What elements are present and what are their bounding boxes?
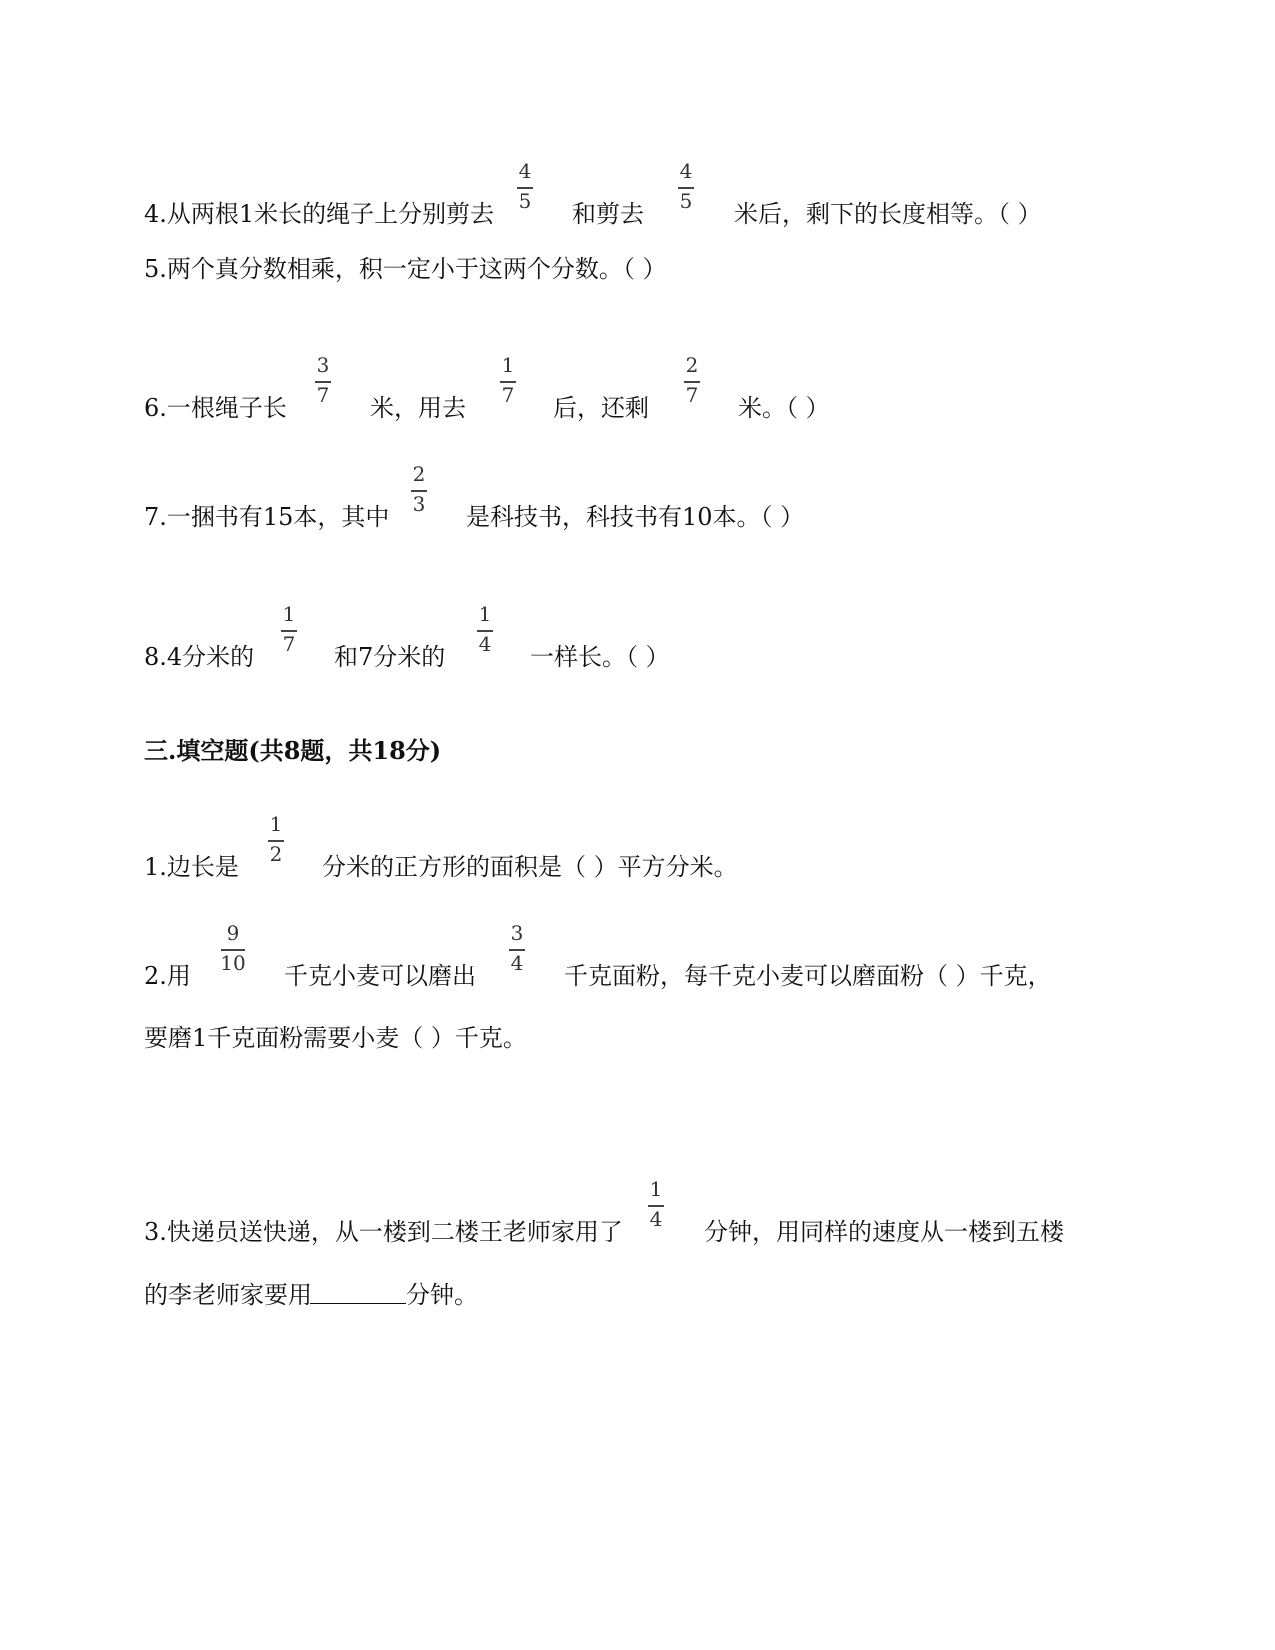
fraction — [626, 1178, 686, 1236]
numerator: 3 — [510, 921, 524, 945]
text: 的李老师家要用 — [144, 1281, 312, 1309]
fraction — [656, 160, 716, 218]
denominator: 4 — [478, 632, 492, 656]
text: 3.快递员送快递，从一楼到二楼王老师家用了 — [144, 1218, 623, 1246]
text: 是科技书，科技书有10本。（ ） — [466, 503, 805, 531]
denominator: 7 — [685, 383, 699, 407]
text: 4.从两根1米长的绳子上分别剪去 — [144, 200, 495, 228]
text: 米后，剩下的长度相等。（ ） — [734, 200, 1042, 228]
numerator: 1 — [649, 1177, 663, 1201]
fraction — [259, 603, 319, 661]
denominator: 7 — [316, 383, 330, 407]
numerator: 1 — [478, 602, 492, 626]
fraction — [246, 813, 306, 871]
text: 5.两个真分数相乘，积一定小于这两个分数。（ ） — [144, 255, 667, 283]
fraction — [455, 603, 515, 661]
text: 6.一根绳子长 — [144, 394, 287, 422]
numerator: 9 — [226, 921, 240, 945]
text: 1.边长是 — [144, 853, 239, 881]
denominator: 7 — [282, 632, 296, 656]
text: 8.4分米的 — [144, 643, 255, 671]
text: 要磨1千克面粉需要小麦（ ）千克。 — [144, 1024, 527, 1052]
text: 分米的正方形的面积是（ ）平方分米。 — [322, 853, 738, 881]
text: 千克面粉，每千克小麦可以磨面粉（ ）千克， — [564, 962, 1052, 990]
fraction — [389, 463, 449, 521]
numerator: 3 — [316, 353, 330, 377]
fraction — [487, 922, 547, 980]
heading-text: 三.填空题(共8题，共18分) — [144, 736, 442, 765]
denominator: 4 — [649, 1207, 663, 1231]
denominator: 5 — [518, 189, 532, 213]
fraction — [478, 354, 538, 412]
fraction — [495, 160, 555, 218]
text: 分钟。 — [406, 1281, 478, 1309]
numerator: 1 — [501, 353, 515, 377]
numerator: 2 — [412, 462, 426, 486]
text: 千克小麦可以磨出 — [284, 962, 476, 990]
denominator: 10 — [220, 951, 246, 975]
text: 和剪去 — [572, 200, 644, 228]
denominator: 3 — [412, 492, 426, 516]
numerator: 4 — [679, 159, 693, 183]
text: 米。（ ） — [738, 394, 830, 422]
fraction — [293, 354, 353, 412]
denominator: 5 — [679, 189, 693, 213]
denominator: 7 — [501, 383, 515, 407]
text: 一样长。（ ） — [530, 643, 670, 671]
fraction — [662, 354, 722, 412]
text: 7.一捆书有15本，其中 — [144, 503, 390, 531]
text: 米，用去 — [370, 394, 466, 422]
numerator: 1 — [282, 602, 296, 626]
text: 分钟，用同样的速度从一楼到五楼 — [704, 1218, 1064, 1246]
text: 和7分米的 — [334, 643, 446, 671]
text: 后，还剩 — [553, 394, 649, 422]
numerator: 4 — [518, 159, 532, 183]
numerator: 1 — [269, 812, 283, 836]
fraction — [203, 922, 263, 980]
denominator: 4 — [510, 951, 524, 975]
denominator: 2 — [269, 842, 283, 866]
numerator: 2 — [685, 353, 699, 377]
text: 2.用 — [144, 962, 191, 990]
answer-blank[interactable] — [310, 1281, 406, 1310]
